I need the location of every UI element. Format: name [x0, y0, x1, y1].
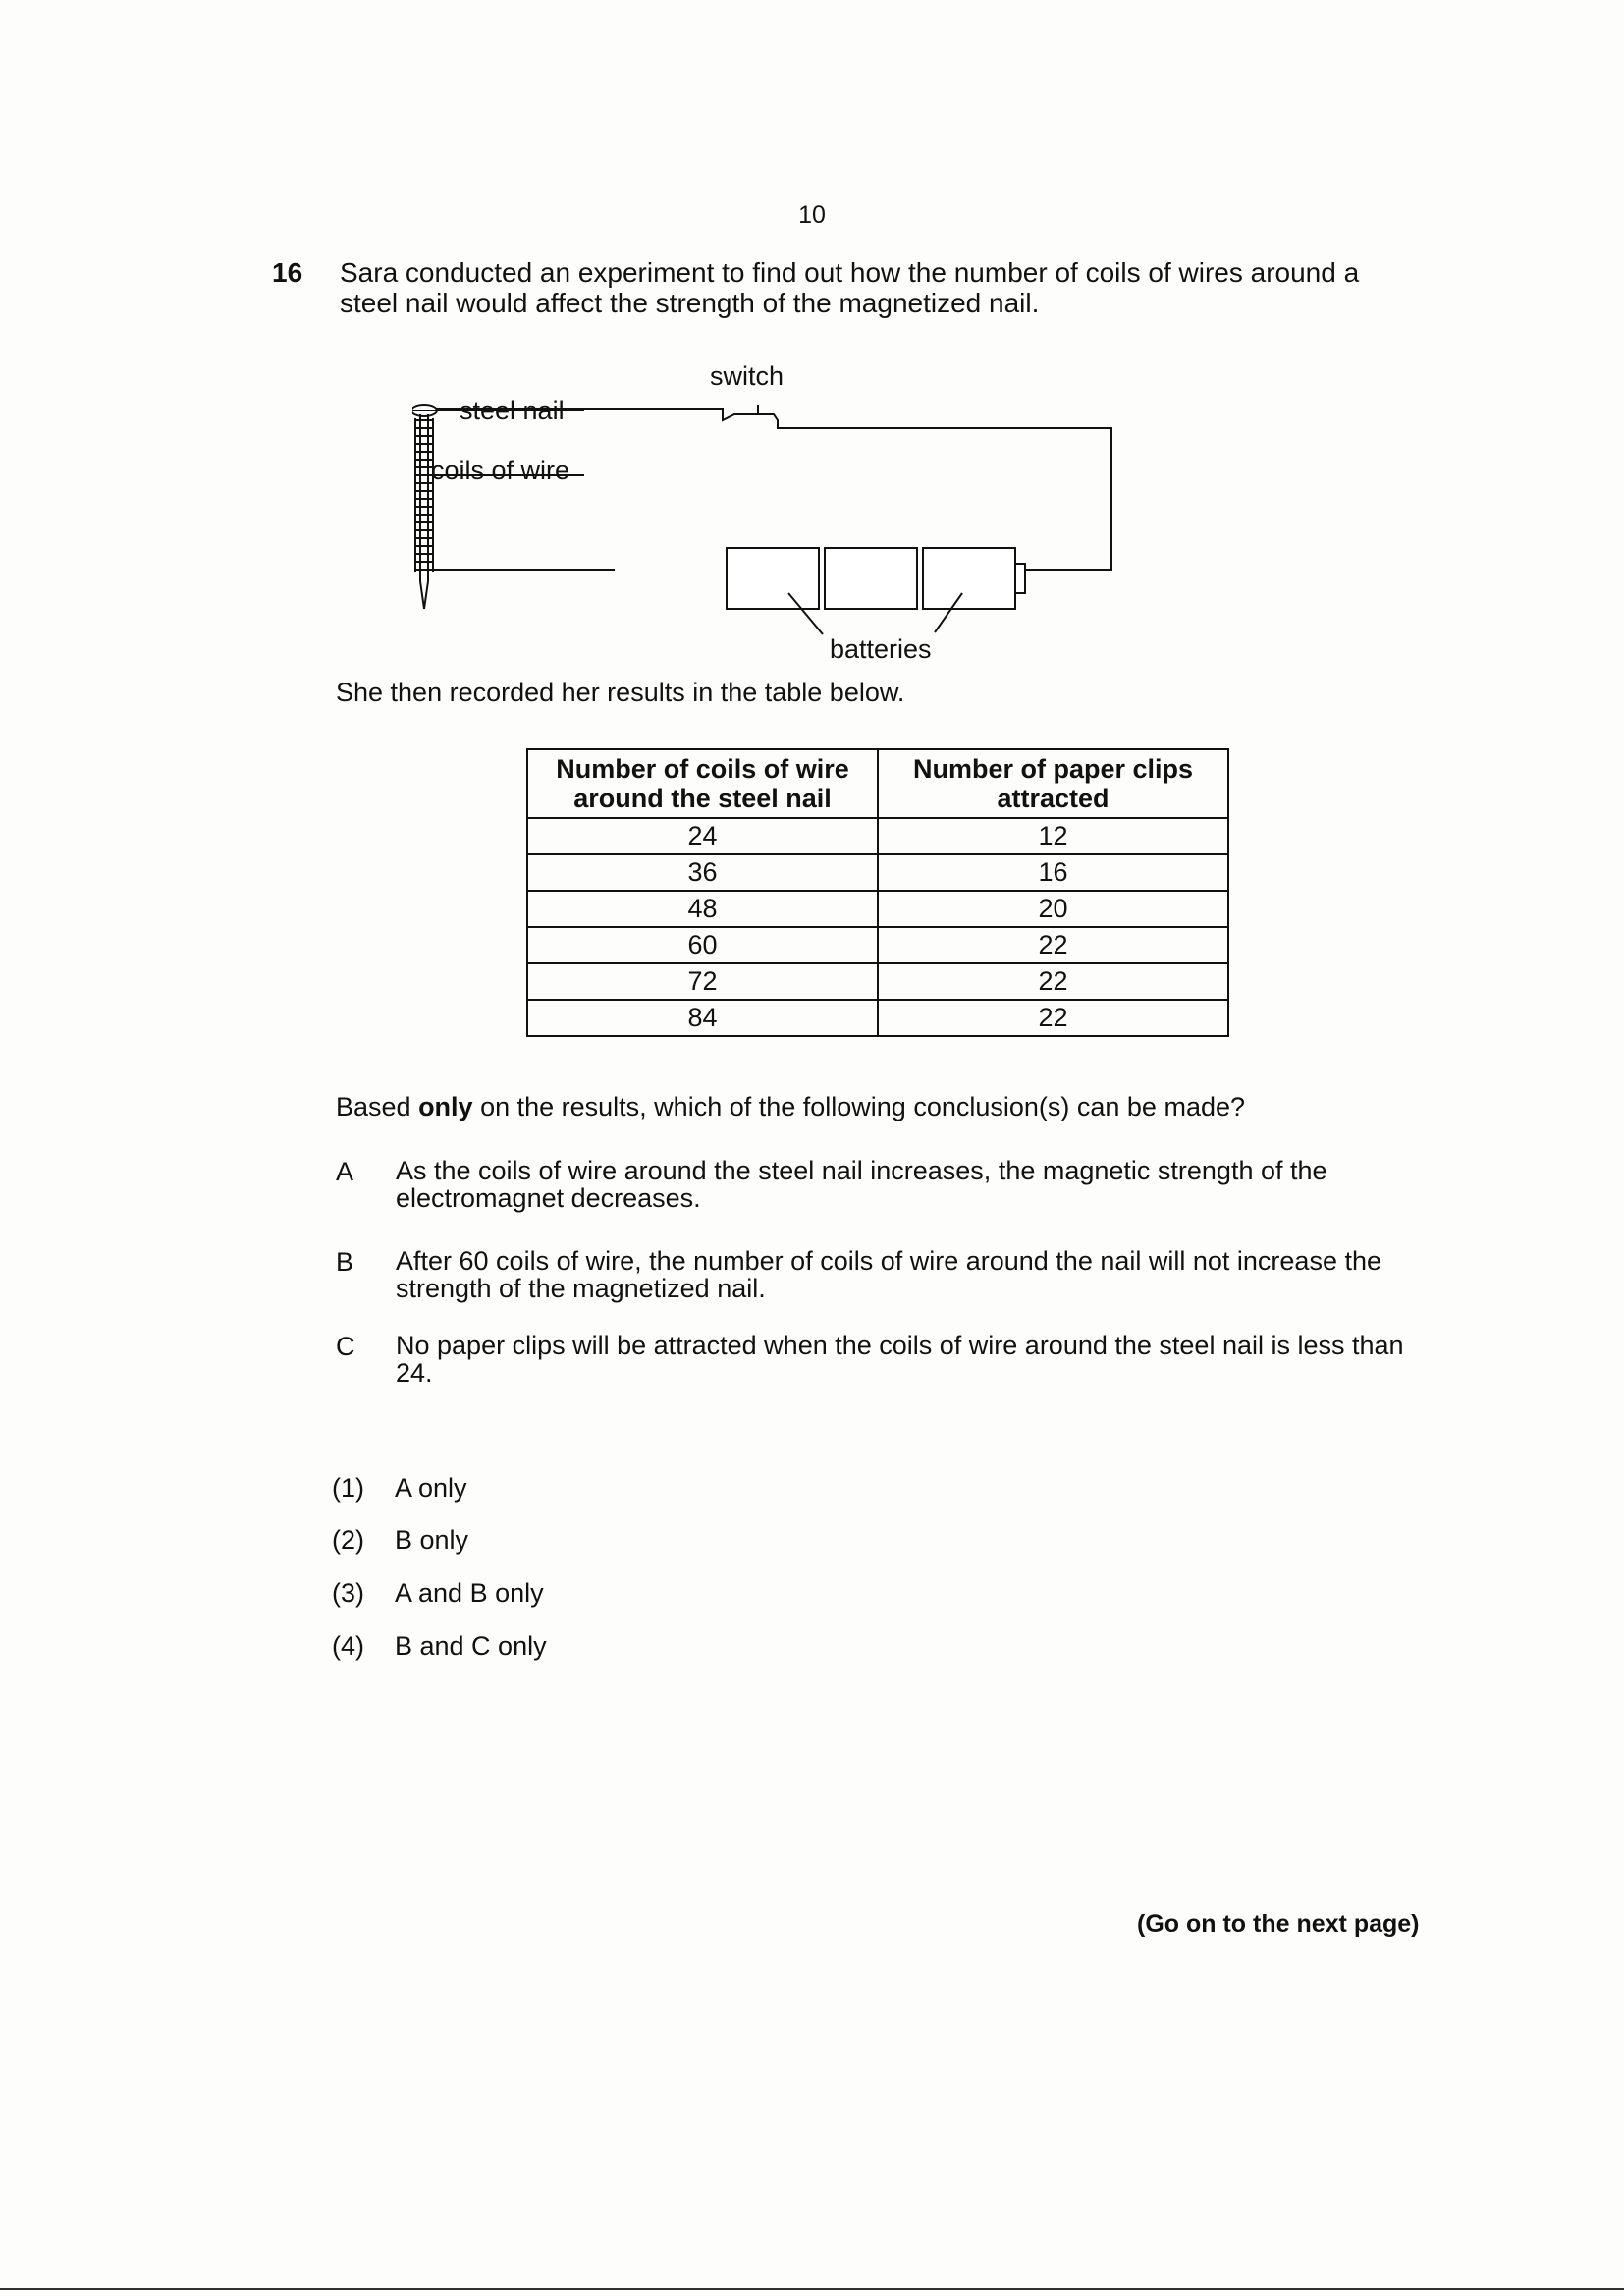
table-row: [527, 818, 1228, 854]
question-number: 16: [272, 257, 303, 288]
option-3-text[interactable]: A and B only: [395, 1578, 544, 1608]
table-header-row: [527, 749, 1228, 818]
cell-clips: 16: [878, 854, 1228, 891]
coils-icon: [415, 418, 433, 572]
option-2-text[interactable]: B only: [395, 1525, 469, 1555]
label-batteries: batteries: [830, 634, 932, 664]
cell-coils: 48: [527, 891, 878, 927]
statement-b-letter: B: [336, 1247, 354, 1277]
cell-clips: 20: [878, 891, 1228, 927]
option-1-number: (1): [332, 1473, 364, 1503]
table-row: [527, 963, 1228, 1000]
header-coils: Number of coils of wire around the steel nail: [527, 749, 878, 818]
cell-coils: 72: [527, 963, 878, 1000]
statement-a-text: As the coils of wire around the steel nail increases, the magnetic strength of the electromagnet decreases.: [396, 1156, 1327, 1213]
table-row: [527, 854, 1228, 891]
next-page-note: (Go on to the next page): [1137, 1910, 1420, 1938]
option-2-number: (2): [332, 1525, 364, 1555]
cell-clips: 22: [878, 1000, 1228, 1036]
option-4-text[interactable]: B and C only: [395, 1631, 547, 1661]
cell-clips: 22: [878, 927, 1228, 963]
question-stem: Sara conducted an experiment to find out how the number of coils of wires around a steel nail would affect the strength of the magnetized nail.: [340, 257, 1360, 318]
page-number: 10: [798, 201, 826, 229]
option-4-number: (4): [332, 1631, 364, 1661]
header-paper-clips: Number of paper clips attracted: [878, 749, 1228, 818]
circuit-diagram: [412, 354, 1129, 668]
table-row: [527, 927, 1228, 963]
table-row: [527, 1000, 1228, 1036]
prompt-end: on the results, which of the following conclusion(s) can be made?: [472, 1092, 1246, 1121]
circuit-wires: [428, 409, 1111, 570]
label-switch: switch: [710, 361, 785, 391]
cell-clips: 12: [878, 818, 1228, 854]
statement-a-letter: A: [336, 1157, 354, 1186]
statement-b-text: After 60 coils of wire, the number of coils of wire around the nail will not increase the strength of the magnetized nail.: [396, 1246, 1381, 1303]
question-prompt: [336, 1092, 1245, 1122]
statement-c-letter: C: [336, 1332, 355, 1361]
results-table: [526, 748, 1229, 1037]
batteries-icon: [727, 548, 1025, 634]
prompt-emphasis: only: [418, 1092, 473, 1121]
page-bottom-rule: [0, 2288, 1624, 2290]
cell-coils: 36: [527, 854, 878, 891]
option-1-text[interactable]: A only: [395, 1473, 467, 1503]
label-coils-of-wire: coils of wire: [431, 456, 570, 485]
prompt-start: Based: [336, 1092, 419, 1121]
statement-c-text: No paper clips will be attracted when the coils of wire around the steel nail is less than 24.: [396, 1331, 1404, 1388]
cell-coils: 84: [527, 1000, 878, 1036]
label-steel-nail: steel nail: [460, 396, 565, 425]
cell-coils: 60: [527, 927, 878, 963]
table-row: [527, 891, 1228, 927]
option-3-number: (3): [332, 1578, 364, 1608]
cell-clips: 22: [878, 963, 1228, 1000]
cell-coils: 24: [527, 818, 878, 854]
table-intro: She then recorded her results in the table below.: [336, 678, 905, 707]
